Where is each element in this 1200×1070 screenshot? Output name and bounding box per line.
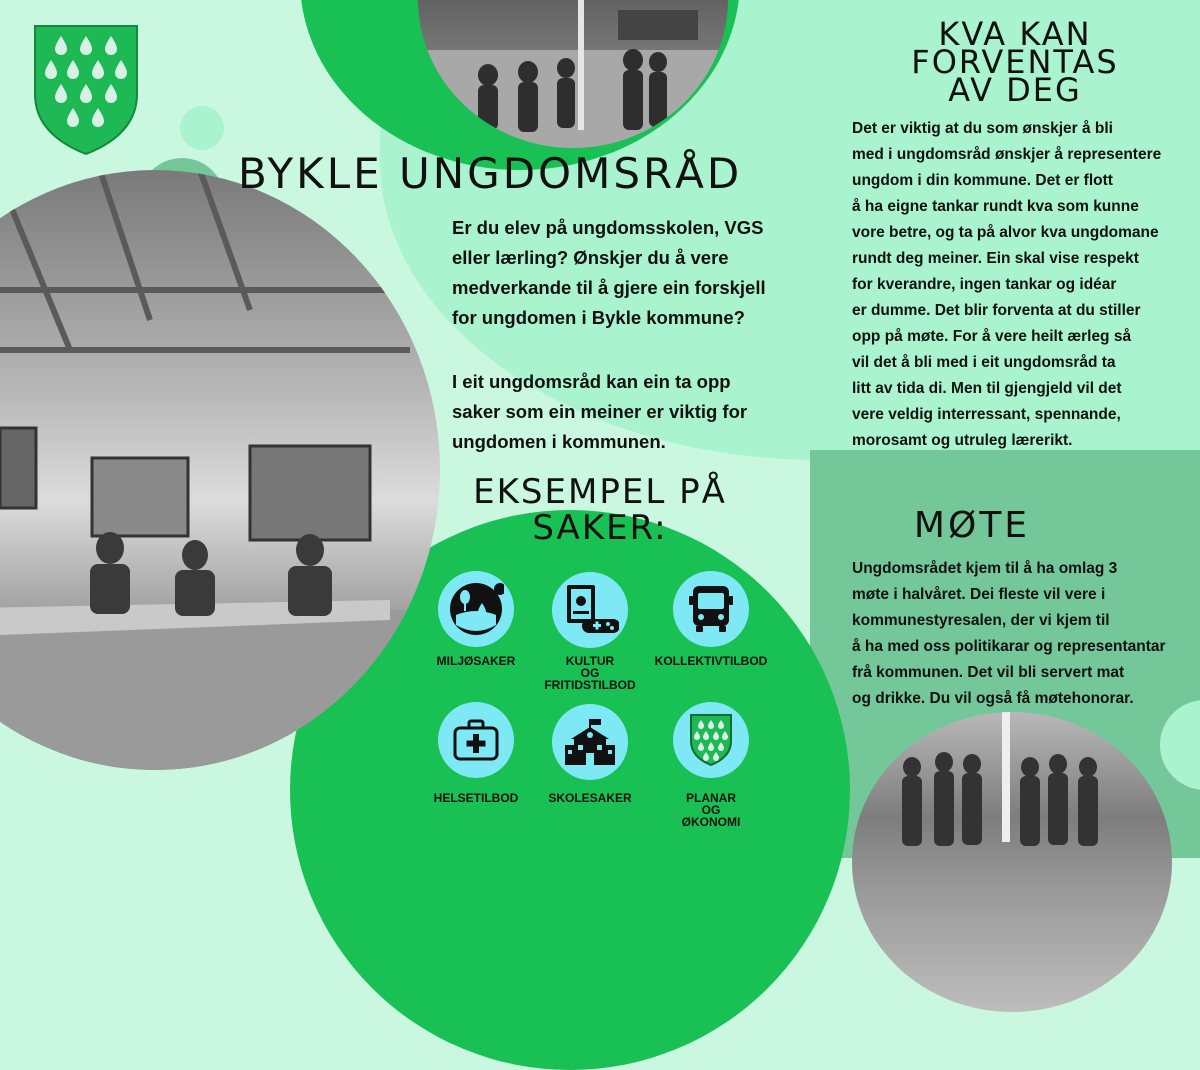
examples-heading-line-1: EKSEMPEL PÅ <box>473 472 727 512</box>
meetings-heading: MØTE <box>913 505 1031 546</box>
bykle-crest-logo <box>33 24 139 156</box>
topic-label-culture: KULTUR OG FRITIDSTILBOD <box>544 654 636 692</box>
intro-paragraph-2: I eit ungdomsråd kan ein ta opp saker som ein meiner er viktig for ungdomen i kommunen. <box>452 371 748 452</box>
environment-icon <box>448 581 504 637</box>
crest-icon <box>689 713 733 767</box>
topic-label-planning: PLANAR OG ØKONOMI <box>681 791 741 829</box>
topic-culture <box>552 572 628 648</box>
first-aid-icon <box>453 719 499 761</box>
topic-planning <box>673 702 749 778</box>
photo-group-bottom <box>852 712 1172 1012</box>
examples-heading-line-2: SAKER: <box>532 508 668 548</box>
page-title: BYKLE UNGDOMSRÅD <box>238 149 743 198</box>
topic-health <box>438 702 514 778</box>
school-icon <box>563 717 617 767</box>
expectations-heading-line-3: AV DEG <box>948 71 1082 109</box>
topic-label-transport: KOLLEKTIVTILBOD <box>654 654 768 668</box>
topic-label-environment: MILJØSAKER <box>436 654 516 668</box>
topic-label-school: SKOLESAKER <box>548 791 632 805</box>
topic-transport <box>673 571 749 647</box>
expectations-heading-line-1: KVA KAN <box>938 15 1092 53</box>
intro-paragraph-1: Er du elev på ungdomsskolen, VGS eller lærling? Ønskjer du å vere medverkande til å gjere ein forskjell for ungdomen i Bykle kommune? <box>452 217 766 328</box>
bus-icon <box>689 584 733 634</box>
expectations-heading-line-2: FORVENTAS <box>911 43 1119 81</box>
decor-circle-small <box>180 106 224 150</box>
topic-label-health: HELSETILBOD <box>433 791 519 805</box>
culture-gaming-icon <box>561 581 619 639</box>
topic-school <box>552 704 628 780</box>
topic-environment <box>438 571 514 647</box>
expectations-body: Det er viktig at du som ønskjer å bli med i ungdomsråd ønskjer å representere ungdom i din kommune. Det er flott å ha eigne tankar rundt kva som kunne vore betre, og ta på alvor kva ungdomane rundt deg meiner. Ein skal vise respekt for kverandre, ingen tankar og idéar er dumme. Det blir forventa at du stiller opp på møte. For å vere heilt ærleg så vil det å bli med i eit ungdomsråd ta litt av tida di. Men til gjengjeld vil det vere veldig interressant, spennande, morosamt og utruleg lærerikt. <box>852 120 1162 449</box>
examples-heading <box>430 474 770 546</box>
expectations-heading <box>860 15 1170 109</box>
meetings-body: Ungdomsrådet kjem til å ha omlag 3 møte i halvåret. Dei fleste vil vere i kommunestyresalen, der vi kjem til å ha med oss politikarar og representantar frå kommunen. Det vil bli servert mat og drikke. Du vil også få møtehonorar. <box>852 560 1166 707</box>
